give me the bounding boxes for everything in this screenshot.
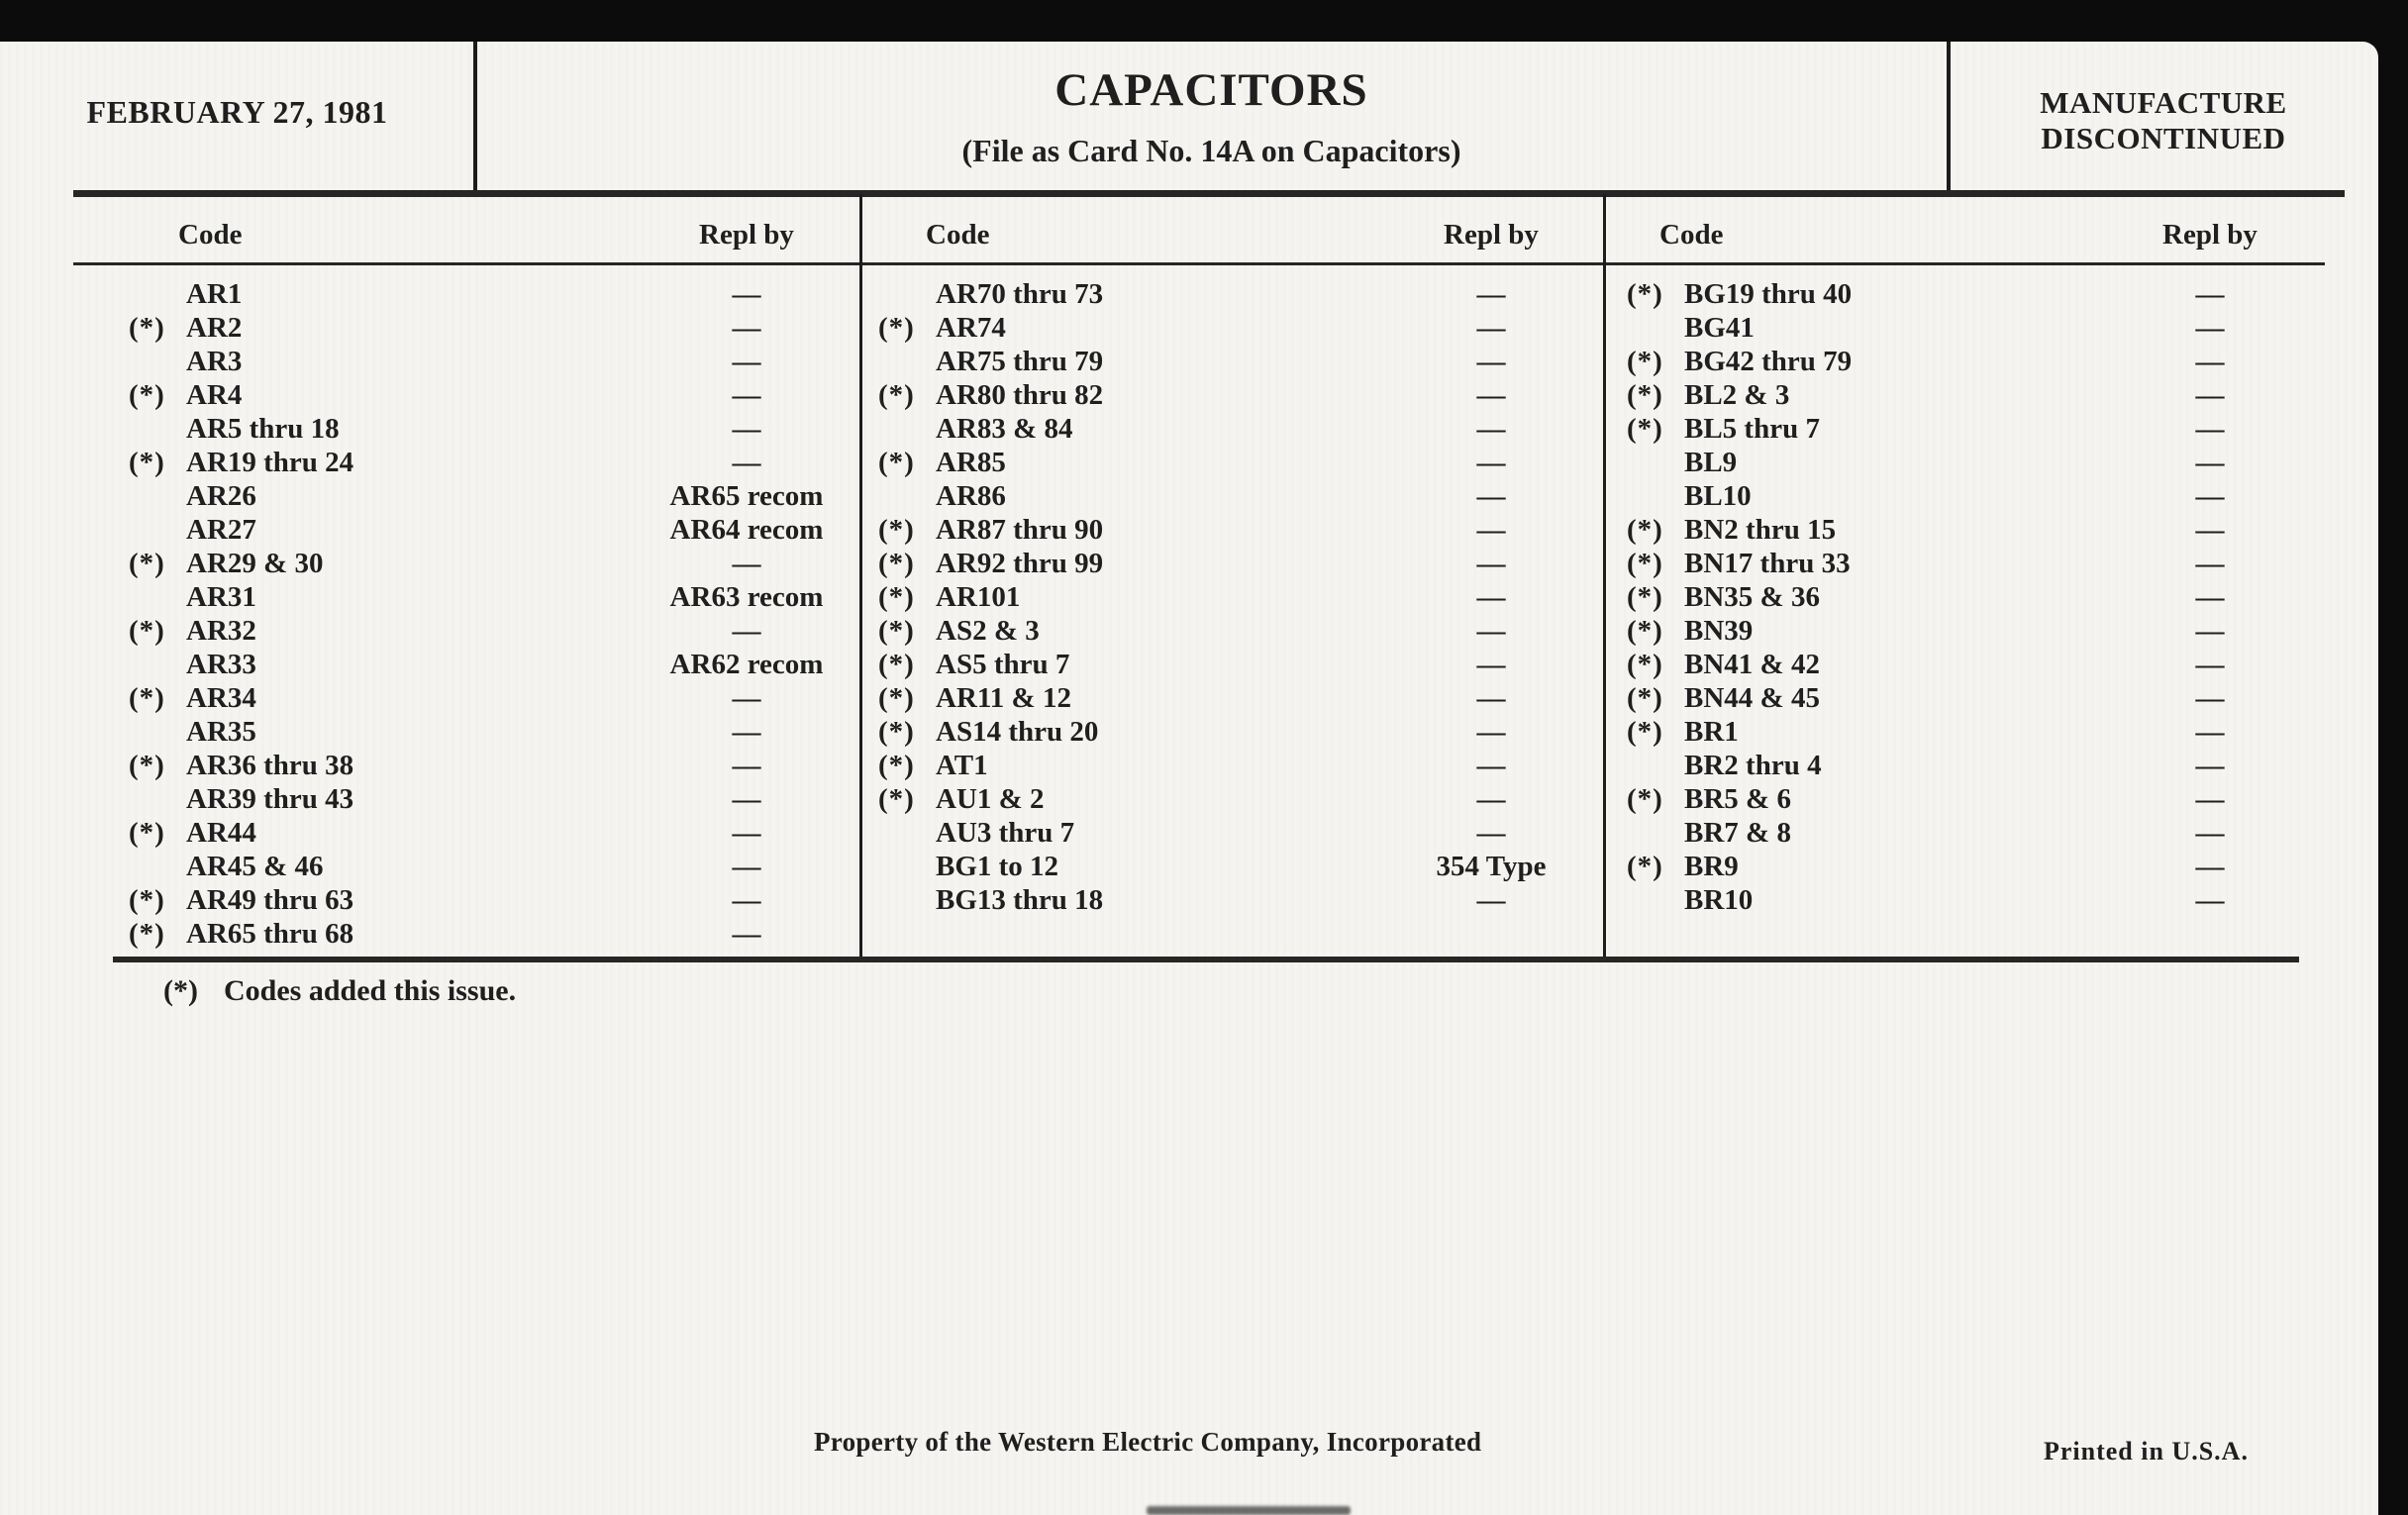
code-cell: AR27 — [186, 514, 256, 546]
star-prefix: (*) — [129, 918, 165, 950]
repl-cell: — — [732, 379, 761, 411]
code-cell: BL5 thru 7 — [1684, 413, 1820, 445]
table-row — [129, 513, 842, 547]
repl-by-column-header: Repl by — [699, 219, 794, 251]
table-row — [129, 446, 842, 479]
repl-cell: — — [732, 548, 761, 579]
repl-by-column-header: Repl by — [2162, 219, 2258, 251]
code-cell: AR36 thru 38 — [186, 750, 354, 781]
repl-cell: — — [2195, 581, 2225, 613]
code-cell: BG42 thru 79 — [1684, 346, 1853, 377]
scan-artifact — [1147, 1506, 1351, 1515]
star-prefix: (*) — [1627, 548, 1663, 579]
table-row — [878, 749, 1591, 782]
repl-cell: — — [2195, 649, 2225, 680]
code-cell: BR5 & 6 — [1684, 783, 1791, 815]
code-cell: BR7 & 8 — [1684, 817, 1791, 849]
code-cell: BN41 & 42 — [1684, 649, 1820, 680]
star-prefix: (*) — [878, 312, 915, 344]
repl-cell: — — [1476, 379, 1506, 411]
repl-cell: — — [1476, 548, 1506, 579]
page-subtitle: (File as Card No. 14A on Capacitors) — [961, 133, 1461, 168]
repl-cell: AR62 recom — [669, 649, 824, 680]
table-row — [129, 715, 842, 749]
code-cell: AU1 & 2 — [936, 783, 1045, 815]
table-row — [129, 749, 842, 782]
code-cell: AR32 — [186, 615, 256, 647]
table-row — [129, 681, 842, 715]
repl-cell: — — [732, 817, 761, 849]
footnote-marker: (*) — [163, 974, 198, 1007]
code-cell: AR87 thru 90 — [936, 514, 1104, 546]
table-row — [878, 715, 1591, 749]
repl-cell: — — [2195, 346, 2225, 377]
repl-cell: — — [2195, 278, 2225, 310]
code-cell: AR5 thru 18 — [186, 413, 340, 445]
table-row — [878, 378, 1591, 412]
star-prefix: (*) — [1627, 649, 1663, 680]
repl-cell: — — [2195, 447, 2225, 478]
code-cell: AR44 — [186, 817, 256, 849]
table-row — [1627, 883, 2340, 917]
code-cell: AR31 — [186, 581, 256, 613]
repl-cell: — — [732, 783, 761, 815]
table-row — [129, 580, 842, 614]
repl-cell: — — [732, 682, 761, 714]
table-column-3 — [1627, 218, 2340, 917]
table-row — [129, 547, 842, 580]
repl-cell: — — [732, 447, 761, 478]
star-prefix: (*) — [878, 581, 915, 613]
star-prefix: (*) — [878, 548, 915, 579]
star-prefix: (*) — [129, 615, 165, 647]
repl-cell: — — [1476, 346, 1506, 377]
code-cell: AR74 — [936, 312, 1006, 344]
repl-cell: — — [1476, 447, 1506, 478]
table-row — [129, 345, 842, 378]
code-cell: BR2 thru 4 — [1684, 750, 1822, 781]
code-cell: BN17 thru 33 — [1684, 548, 1851, 579]
star-prefix: (*) — [1627, 379, 1663, 411]
table-row — [129, 311, 842, 345]
status-line-1: MANUFACTURE — [2040, 85, 2287, 120]
table-row — [1627, 277, 2340, 311]
code-column-header: Code — [1659, 219, 1724, 251]
footnote — [163, 974, 516, 1008]
code-cell: AR26 — [186, 480, 256, 512]
code-column-header: Code — [178, 219, 243, 251]
table-row — [1627, 412, 2340, 446]
footer-printed-in: Printed in U.S.A. — [2044, 1437, 2249, 1465]
table-row — [1627, 782, 2340, 816]
star-prefix: (*) — [878, 379, 915, 411]
star-prefix: (*) — [1627, 851, 1663, 882]
repl-cell: AR65 recom — [669, 480, 824, 512]
repl-cell: — — [1476, 581, 1506, 613]
table-row — [878, 883, 1591, 917]
code-cell: AR49 thru 63 — [186, 884, 354, 916]
table-row — [878, 311, 1591, 345]
star-prefix: (*) — [1627, 413, 1663, 445]
code-cell: AU3 thru 7 — [936, 817, 1075, 849]
table-row — [878, 580, 1591, 614]
repl-cell: — — [2195, 682, 2225, 714]
table-row — [1627, 749, 2340, 782]
table-row — [1627, 614, 2340, 648]
table-row — [129, 782, 842, 816]
repl-cell: — — [1476, 716, 1506, 748]
repl-cell: — — [2195, 413, 2225, 445]
column-rows — [129, 277, 842, 951]
repl-cell: — — [1476, 649, 1506, 680]
table-row — [1627, 681, 2340, 715]
table-row — [878, 412, 1591, 446]
repl-cell: — — [2195, 750, 2225, 781]
star-prefix: (*) — [878, 649, 915, 680]
star-prefix: (*) — [129, 312, 165, 344]
table-row — [129, 479, 842, 513]
repl-cell: — — [1476, 682, 1506, 714]
table-row — [129, 648, 842, 681]
code-column-header: Code — [926, 219, 990, 251]
repl-cell: — — [2195, 480, 2225, 512]
repl-cell: — — [732, 312, 761, 344]
star-prefix: (*) — [878, 447, 915, 478]
repl-cell: — — [732, 750, 761, 781]
table-row — [878, 816, 1591, 850]
code-cell: AR4 — [186, 379, 243, 411]
code-cell: AR85 — [936, 447, 1006, 478]
star-prefix: (*) — [878, 716, 915, 748]
star-prefix: (*) — [129, 817, 165, 849]
table-row — [1627, 850, 2340, 883]
status-line-2: DISCONTINUED — [2041, 121, 2286, 155]
code-cell: AS2 & 3 — [936, 615, 1040, 647]
table-column-2 — [878, 218, 1591, 917]
table-row — [129, 917, 842, 951]
repl-cell: — — [2195, 514, 2225, 546]
star-prefix: (*) — [1627, 682, 1663, 714]
status-badge — [1949, 85, 2378, 156]
table-row — [129, 378, 842, 412]
code-cell: AR19 thru 24 — [186, 447, 354, 478]
table-bottom-rule — [113, 957, 2299, 962]
star-prefix: (*) — [1627, 615, 1663, 647]
table-row — [1627, 311, 2340, 345]
repl-cell: — — [1476, 278, 1506, 310]
table-divider-2 — [1603, 194, 1606, 962]
star-prefix: (*) — [1627, 783, 1663, 815]
code-cell: AR34 — [186, 682, 256, 714]
star-prefix: (*) — [1627, 278, 1663, 310]
star-prefix: (*) — [878, 750, 915, 781]
repl-cell: — — [2195, 817, 2225, 849]
repl-cell: — — [1476, 817, 1506, 849]
code-cell: AR3 — [186, 346, 243, 377]
table-row — [878, 782, 1591, 816]
table-row — [1627, 479, 2340, 513]
code-cell: BG41 — [1684, 312, 1755, 344]
repl-cell: — — [1476, 514, 1506, 546]
repl-cell: 354 Type — [1436, 851, 1547, 882]
code-cell: BL10 — [1684, 480, 1752, 512]
footer-property-notice: Property of the Western Electric Company, Incorporated — [814, 1427, 1482, 1457]
code-cell: AR101 — [936, 581, 1021, 613]
table-row — [1627, 378, 2340, 412]
table-row — [878, 648, 1591, 681]
code-cell: BN2 thru 15 — [1684, 514, 1837, 546]
repl-cell: — — [732, 346, 761, 377]
repl-cell: — — [1476, 413, 1506, 445]
repl-cell: — — [2195, 851, 2225, 882]
table-row — [1627, 446, 2340, 479]
code-cell: AT1 — [936, 750, 988, 781]
code-cell: AR65 thru 68 — [186, 918, 354, 950]
star-prefix: (*) — [129, 379, 165, 411]
code-cell: AR75 thru 79 — [936, 346, 1104, 377]
code-cell: BL2 & 3 — [1684, 379, 1790, 411]
code-cell: AR83 & 84 — [936, 413, 1073, 445]
code-cell: AR45 & 46 — [186, 851, 324, 882]
table-row — [129, 277, 842, 311]
table-row — [129, 412, 842, 446]
star-prefix: (*) — [878, 682, 915, 714]
table-row — [1627, 816, 2340, 850]
table-row — [129, 614, 842, 648]
table-row — [129, 816, 842, 850]
star-prefix: (*) — [1627, 716, 1663, 748]
page-title: CAPACITORS — [1054, 64, 1368, 116]
issue-date: FEBRUARY 27, 1981 — [86, 94, 388, 130]
code-cell: BG19 thru 40 — [1684, 278, 1853, 310]
code-cell: BL9 — [1684, 447, 1738, 478]
code-cell: AR2 — [186, 312, 243, 344]
star-prefix: (*) — [878, 514, 915, 546]
repl-cell: — — [732, 884, 761, 916]
repl-cell: — — [1476, 884, 1506, 916]
table-row — [1627, 345, 2340, 378]
code-cell: AR80 thru 82 — [936, 379, 1104, 411]
code-cell: AR33 — [186, 649, 256, 680]
repl-cell: — — [2195, 716, 2225, 748]
star-prefix: (*) — [129, 447, 165, 478]
column-rows — [878, 277, 1591, 917]
star-prefix: (*) — [129, 682, 165, 714]
table-row — [878, 614, 1591, 648]
column-rows — [1627, 277, 2340, 917]
table-row — [129, 883, 842, 917]
code-cell: AR11 & 12 — [936, 682, 1071, 714]
code-cell: BG13 thru 18 — [936, 884, 1104, 916]
code-cell: AR29 & 30 — [186, 548, 324, 579]
repl-cell: AR64 recom — [669, 514, 824, 546]
table-row — [1627, 715, 2340, 749]
table-row — [878, 479, 1591, 513]
code-cell: BG1 to 12 — [936, 851, 1059, 882]
repl-cell: — — [1476, 312, 1506, 344]
repl-cell: — — [2195, 548, 2225, 579]
code-cell: AR35 — [186, 716, 256, 748]
header-divider-left — [473, 42, 477, 193]
repl-cell: — — [732, 716, 761, 748]
repl-cell: — — [732, 851, 761, 882]
star-prefix: (*) — [129, 548, 165, 579]
table-row — [878, 850, 1591, 883]
table-row — [878, 345, 1591, 378]
repl-cell: — — [2195, 884, 2225, 916]
table-row — [1627, 648, 2340, 681]
table-row — [878, 277, 1591, 311]
table-row — [878, 513, 1591, 547]
repl-cell: — — [1476, 480, 1506, 512]
repl-cell: — — [732, 278, 761, 310]
table-row — [1627, 547, 2340, 580]
star-prefix: (*) — [878, 783, 915, 815]
code-cell: AR1 — [186, 278, 243, 310]
repl-cell: — — [1476, 615, 1506, 647]
code-cell: AR70 thru 73 — [936, 278, 1104, 310]
table-row — [878, 446, 1591, 479]
code-cell: BN35 & 36 — [1684, 581, 1820, 613]
table-divider-1 — [859, 194, 862, 962]
column-header-row — [129, 218, 842, 252]
star-prefix: (*) — [1627, 346, 1663, 377]
header-divider-right — [1947, 42, 1951, 193]
star-prefix: (*) — [129, 884, 165, 916]
footnote-text: Codes added this issue. — [223, 974, 517, 1007]
code-cell: BN39 — [1684, 615, 1754, 647]
code-cell: AR39 thru 43 — [186, 783, 354, 815]
code-cell: BR1 — [1684, 716, 1739, 748]
repl-cell: — — [2195, 615, 2225, 647]
repl-cell: — — [2195, 379, 2225, 411]
repl-cell: — — [1476, 783, 1506, 815]
code-cell: AR92 thru 99 — [936, 548, 1104, 579]
table-row — [878, 681, 1591, 715]
repl-cell: — — [2195, 312, 2225, 344]
code-cell: AS5 thru 7 — [936, 649, 1070, 680]
table-row — [1627, 580, 2340, 614]
star-prefix: (*) — [878, 615, 915, 647]
star-prefix: (*) — [1627, 581, 1663, 613]
repl-cell: AR63 recom — [669, 581, 824, 613]
star-prefix: (*) — [1627, 514, 1663, 546]
repl-cell: — — [1476, 750, 1506, 781]
repl-cell: — — [732, 413, 761, 445]
table-row — [878, 547, 1591, 580]
column-header-row — [1627, 218, 2340, 252]
repl-cell: — — [2195, 783, 2225, 815]
code-cell: AR86 — [936, 480, 1006, 512]
repl-by-column-header: Repl by — [1444, 219, 1539, 251]
code-cell: BR10 — [1684, 884, 1754, 916]
table-column-1 — [129, 218, 842, 951]
repl-cell: — — [732, 615, 761, 647]
table-row — [1627, 513, 2340, 547]
star-prefix: (*) — [129, 750, 165, 781]
header-bottom-rule — [73, 190, 2345, 197]
table-row — [129, 850, 842, 883]
code-cell: AS14 thru 20 — [936, 716, 1099, 748]
column-header-row — [878, 218, 1591, 252]
code-cell: BR9 — [1684, 851, 1739, 882]
code-cell: BN44 & 45 — [1684, 682, 1820, 714]
repl-cell: — — [732, 918, 761, 950]
